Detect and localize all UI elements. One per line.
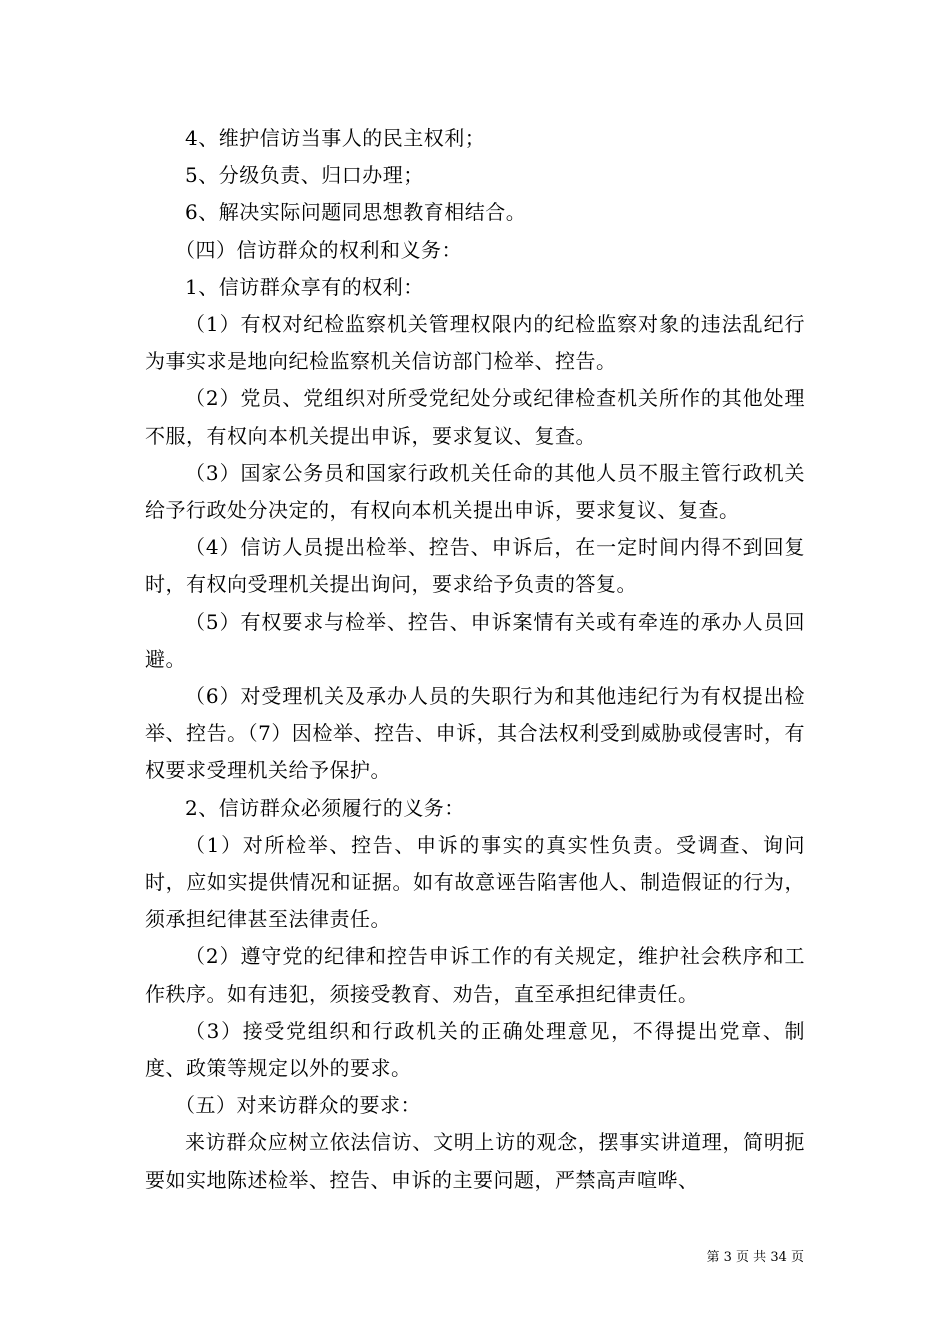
right-item-4: （4）信访人员提出检举、控告、申诉后，在一定时间内得不到回复时，有权向受理机关提出询问，要求给予负责的答复。 <box>145 535 805 597</box>
subheading-rights: 1、信访群众享有的权利： <box>185 274 424 299</box>
right-item-6-7: （6）对受理机关及承办人员的失职行为和其他违纪行为有权提出检举、控告。（7）因检举、控告、申诉，其合法权利受到威胁或侵害时，有权要求受理机关给予保护。 <box>145 684 805 783</box>
right-item-1: （1）有权对纪检监察机关管理权限内的纪检监察对象的违法乱纪行为事实求是地向纪检监察机关信访部门检举、控告。 <box>145 312 805 374</box>
obligation-item-1: （1）对所检举、控告、申诉的事实的真实性负责。受调查、询问时，应如实提供情况和证据。如有故意诬告陷害他人、制造假证的行为，须承担纪律甚至法律责任。 <box>145 832 805 932</box>
section-heading-5: （五）对来访群众的要求： <box>175 1093 421 1118</box>
list-item-6: 6、解决实际问题同思想教育相结合。 <box>185 200 527 225</box>
list-item-4: 4、维护信访当事人的民主权利； <box>185 126 486 150</box>
page-footer <box>0 1246 950 1265</box>
list-item-5: 5、分级负责、归口办理； <box>185 163 424 188</box>
right-item-2: （2）党员、党组织对所受党纪处分或纪律检查机关所作的其他处理不服，有权向本机关提出申诉，要求复议、复查。 <box>145 386 805 448</box>
page-number: 第 3 页 共 34 页 <box>706 1250 804 1265</box>
visitor-requirements: 来访群众应树立依法信访、文明上访的观念，摆事实讲道理，简明扼要如实地陈述检举、控告、申诉的主要问题，严禁高声喧哗、 <box>145 1130 805 1192</box>
section-heading-4: （四）信访群众的权利和义务： <box>175 237 462 262</box>
obligation-item-2: （2）遵守党的纪律和控告申诉工作的有关规定，维护社会秩序和工作秩序。如有违犯，须接受教育、劝告，直至承担纪律责任。 <box>145 944 805 1006</box>
right-item-5: （5）有权要求与检举、控告、申诉案情有关或有牵连的承办人员回避。 <box>145 609 805 671</box>
right-item-3: （3）国家公务员和国家行政机关任命的其他人员不服主管行政机关给予行政处分决定的，有权向本机关提出申诉，要求复议、复查。 <box>145 460 805 523</box>
subheading-obligations: 2、信访群众必须履行的义务： <box>185 795 465 820</box>
obligation-item-3: （3）接受党组织和行政机关的正确处理意见，不得提出党章、制度、政策等规定以外的要求。 <box>145 1018 805 1081</box>
document-body <box>145 120 805 1199</box>
